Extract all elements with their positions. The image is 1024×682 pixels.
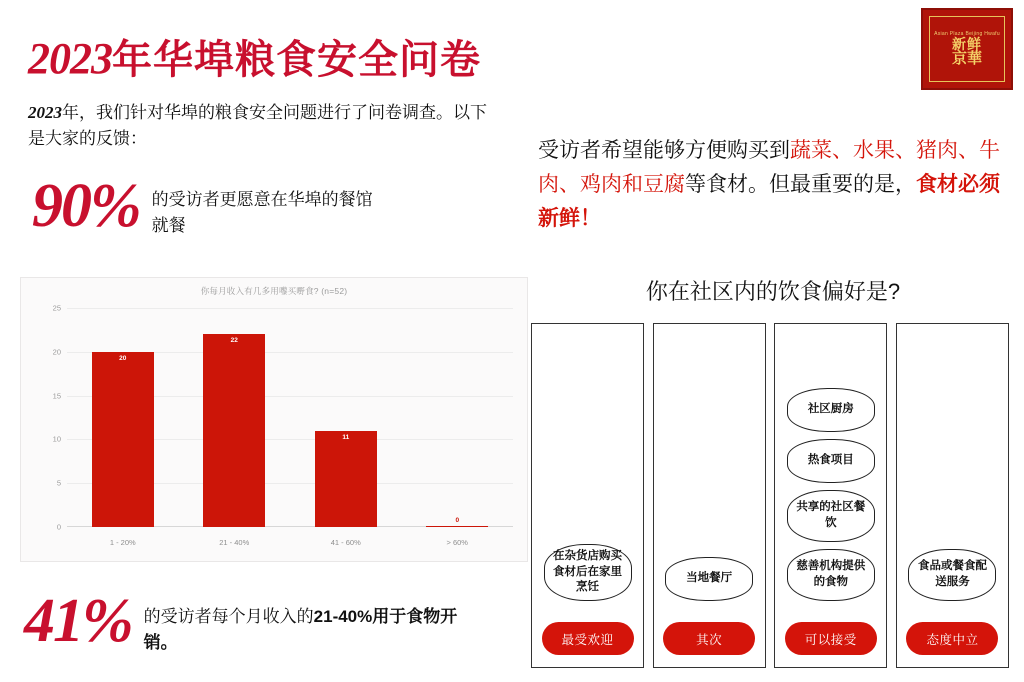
chart-bar [426, 516, 488, 527]
stat-41-range: 21-40% [313, 607, 373, 626]
findings-paragraph [538, 134, 1008, 236]
chart-bar [203, 334, 265, 527]
chart-bar-column [179, 308, 291, 527]
chart-x-labels [67, 538, 513, 547]
cloud-stack-4 [897, 549, 1008, 601]
page-title-rest: 年华埠粮食安全问卷 [112, 38, 481, 82]
logo-bottom-text: 京華 [951, 50, 982, 68]
preference-card-3 [774, 323, 887, 668]
chart-bar [92, 352, 154, 527]
stat-description-41 [144, 604, 464, 655]
preference-pill-3: 可以接受 [785, 622, 877, 655]
cloud-stack-1 [532, 544, 643, 601]
preference-pill-4: 态度中立 [906, 622, 998, 655]
chart-xtick: > 60% [446, 538, 468, 547]
chart-bar-value: 0 [455, 516, 460, 524]
logo-top-text: Asian Plaza Beijing Hwafu [934, 30, 1000, 37]
organization-logo [921, 8, 1013, 90]
intro-paragraph [28, 100, 488, 153]
cloud-stack-3 [775, 388, 886, 601]
cloud-bubble: 热食项目 [787, 439, 875, 483]
chart-plot-area [52, 303, 513, 532]
chart-xtick: 21 - 40% [219, 538, 250, 547]
chart-bar-column [402, 308, 514, 527]
findings-food-list: 蔬菜、水果、猪肉、牛肉、鸡肉和豆腐 [538, 139, 1000, 197]
chart-ytick: 0 [56, 522, 61, 532]
chart-bar-value: 11 [342, 433, 350, 441]
chart-bars [67, 308, 513, 527]
chart-ytick: 25 [52, 303, 61, 313]
chart-ytick: 5 [56, 478, 61, 488]
findings-text-1: 受访者希望能够方便购买到 [538, 139, 790, 162]
chart-title: 你每月收入有几多用嚟买嘢食? (n=52) [200, 286, 348, 296]
findings-emphasis: 食材必须新鲜！ [538, 173, 1000, 231]
income-spending-chart [20, 277, 528, 562]
page-title [28, 28, 481, 85]
intro-text: 年，我们针对华埠的粮食安全问题进行了问卷调查。以下是大家的反馈： [28, 103, 487, 149]
preference-card-2 [653, 323, 766, 668]
stat-description-90: 的受访者更愿意在华埠的餐馆就餐 [151, 190, 373, 235]
cloud-bubble: 当地餐厅 [665, 557, 753, 601]
question-title: 你在社区内的饮食偏好是? [645, 279, 901, 304]
chart-xtick: 41 - 60% [330, 538, 361, 547]
logo-inner-frame [929, 16, 1005, 82]
chart-bar-column [290, 308, 402, 527]
preference-pill-2: 其次 [663, 622, 755, 655]
chart-bar-value: 22 [230, 337, 238, 345]
cloud-bubble: 食品或餐食配送服务 [908, 549, 996, 601]
page-title-year: 2023 [28, 34, 112, 83]
intro-year: 2023 [28, 103, 62, 122]
cloud-bubble: 社区厨房 [787, 388, 875, 432]
cloud-stack-2 [654, 557, 765, 601]
stat-41-text-a: 的受访者每个月收入的 [143, 607, 314, 626]
preference-card-group [531, 323, 1009, 666]
chart-ytick: 10 [52, 434, 61, 444]
cloud-bubble: 在杂货店购买食材后在家里烹饪 [544, 544, 632, 601]
preference-card-4 [896, 323, 1009, 668]
chart-bar-column [67, 308, 179, 527]
chart-bar [315, 431, 377, 527]
chart-bar-value: 20 [119, 354, 127, 362]
preference-card-1 [531, 323, 644, 668]
stat-block-90 [32, 172, 387, 240]
cloud-bubble: 慈善机构提供的食物 [787, 549, 875, 601]
chart-xtick: 1 - 20% [109, 538, 136, 547]
preference-pill-1: 最受欢迎 [542, 622, 634, 655]
stat-value-41: 41% [24, 587, 132, 655]
stat-41-text-c: 用于食物开销。 [143, 607, 458, 652]
cloud-bubble: 共享的社区餐饮 [787, 490, 875, 542]
chart-ytick: 15 [52, 391, 61, 401]
stat-value-90: 90% [32, 172, 140, 240]
findings-text-2: 等食材。但最重要的是， [685, 173, 916, 197]
logo-mid-text: 新鲜 [952, 35, 982, 52]
chart-ytick: 20 [52, 347, 61, 357]
stat-block-41 [24, 587, 464, 655]
